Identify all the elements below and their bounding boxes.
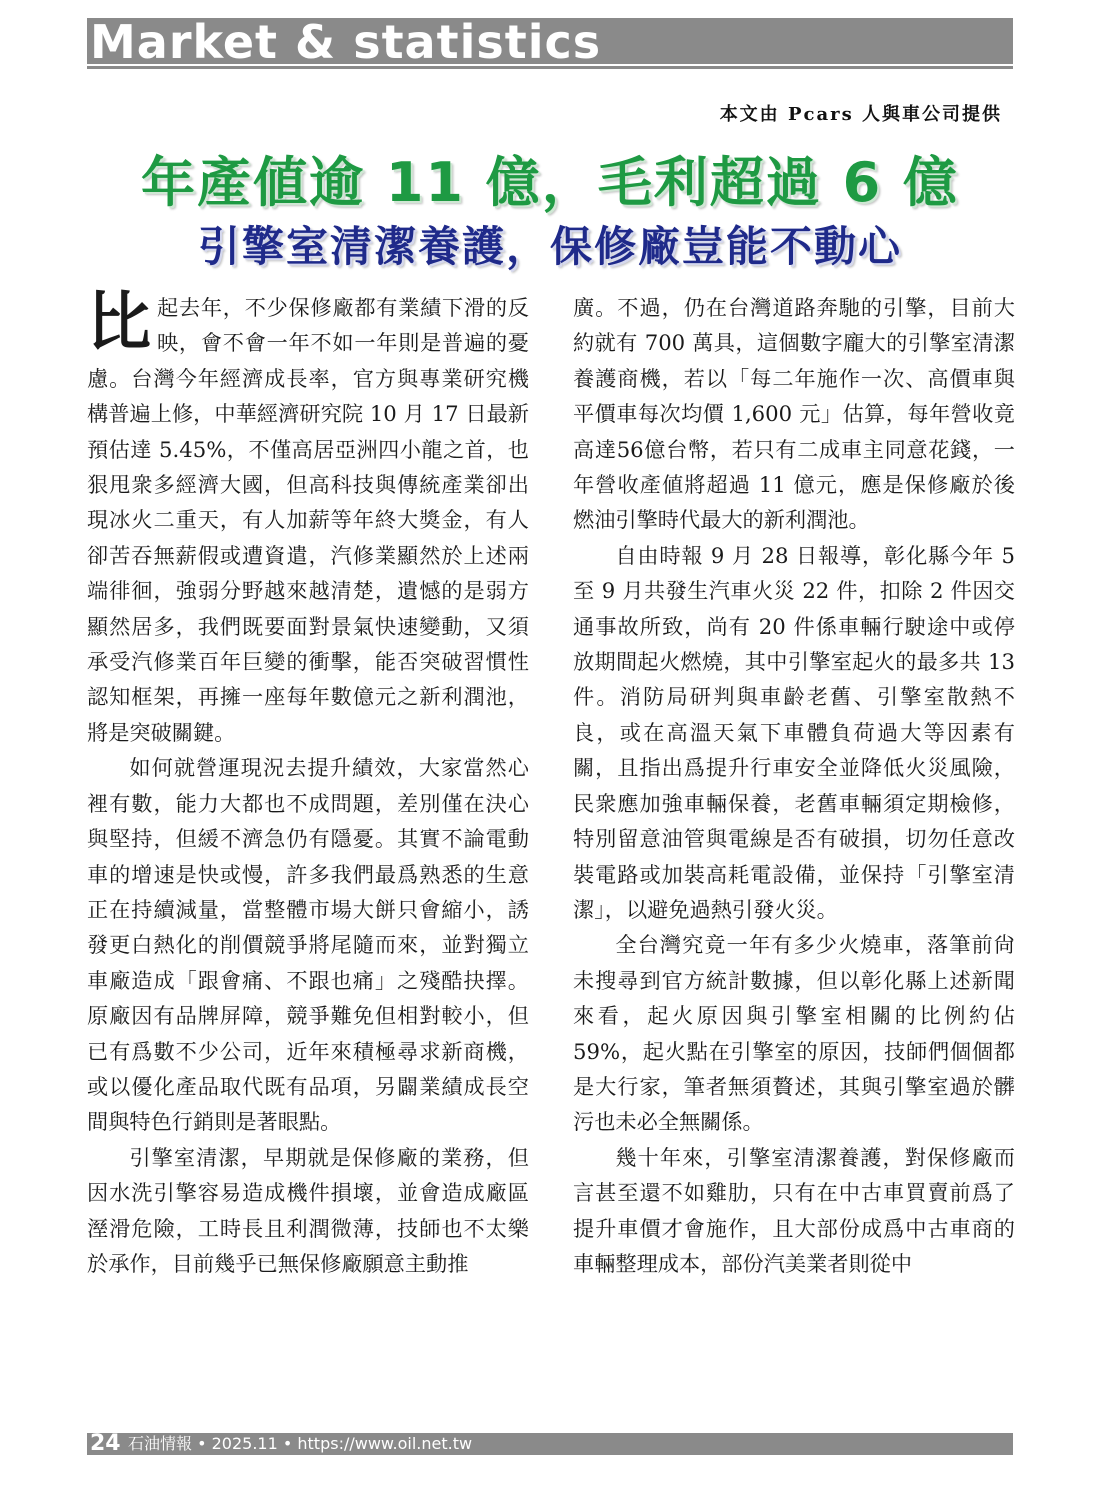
page-number: 24 [90,1431,121,1456]
article-paragraph: 自由時報 9 月 28 日報導，彰化縣今年 5 至 9 月共發生汽車火災 22 件，扣除 2 件因交通事故所致，尚有 20 件係車輛行駛途中或停放期間起火燃燒，其中引擎室起火的最多共 13 件。消防局研判與車齡老舊、引擎室散熱不良，或在高溫天氣下車體負荷過大等因素有關，且指出爲提升行車安全並降低火災風險，民衆應加強車輛保養，老舊車輛須定期檢修，特別留意油管與電線是否有破損，切勿任意改裝電路或加裝高耗電設備，並保持「引擎室清潔」，以避免過熱引發火災。 [573,542,1015,922]
headline-main: 年產値逾 11 億，毛利超過 6 億 [141,151,959,214]
paragraph-text: 起去年，不少保修廠都有業績下滑的反映，會不會一年不如一年則是普遍的憂慮。台灣今年經濟成長率，官方與專業研究機構普遍上修，中華經濟研究院 10 月 17 日最新預估達 5.45%，不僅高居亞洲四小龍之首，也狠甩衆多經濟大國，但高科技與傳統產業卻出現冰火二重天，有人加薪等年終大獎金，有人卻苦吞無薪假或遭資遣，汽修業顯然於上述兩端徘徊，強弱分野越來越清楚，遺憾的是弱方顯然居多，我們既要面對景氣快速變動，又須承受汽修業百年巨變的衝擊，能否突破習慣性認知框架，再擁一座每年數億元之新利潤池，將是突破關鍵。 [87,295,529,745]
drop-cap: 比 [87,285,151,360]
article-column-right [573,290,1015,1281]
article-paragraph: 引擎室清潔，早期就是保修廠的業務，但因水洗引擎容易造成機件損壞，並會造成廠區溼滑危險，工時長且利潤微薄，技師也不太樂於承作，目前幾乎已無保修廠願意主動推 [87,1144,529,1276]
footer-publication: 石油情報 • 2025.11 • https://www.oil.net.tw [128,1434,473,1453]
article-paragraph [87,285,529,750]
article-paragraph: 如何就營運現況去提升績效，大家當然心裡有數，能力大都也不成問題，差別僅在決心與堅持，但緩不濟急仍有隱憂。其實不論電動車的增速是快或慢，許多我們最爲熟悉的生意正在持續減量，當整體市場大餅只會縮小，誘發更白熱化的削價競爭將尾隨而來，並對獨立車廠造成「跟會痛、不跟也痛」之殘酷抉擇。原廠因有品牌屏障，競爭難免但相對較小，但已有爲數不少公司，近年來積極尋求新商機，或以優化產品取代既有品項，另闢業績成長空間與特色行銷則是著眼點。 [87,755,529,1135]
section-title: Market & statistics [90,15,602,69]
article-paragraph: 全台灣究竟一年有多少火燒車，落筆前尙未搜尋到官方統計數據，但以彰化縣上述新聞來看，起火原因與引擎室相關的比例約佔 59%，起火點在引擎室的原因，技師們個個都是大行家，筆者無須贅述，其與引擎室過於髒污也未必全無關係。 [573,932,1015,1135]
article-paragraph: 幾十年來，引擎室清潔養護，對保修廠而言甚至還不如雞肋，只有在中古車買賣前爲了提升車價才會施作，且大部份成爲中古車商的車輛整理成本，部份汽美業者則從中 [573,1144,1015,1276]
article-credit: 本文由 Pcars 人與車公司提供 [719,104,1002,125]
article-column-left [87,285,529,1281]
article-paragraph: 廣。不過，仍在台灣道路奔馳的引擎，目前大約就有 700 萬具，這個數字龐大的引擎室清潔養護商機，若以「每二年施作一次、高價車與平價車每次均價 1,600 元」估算，每年營收竟高達56億台幣，若只有二成車主同意花錢，一年營收產値將超過 11 億元，應是保修廠於後燃油引擎時代最大的新利潤池。 [573,295,1015,533]
headline-sub: 引擎室清潔養護，保修廠豈能不動心 [197,222,902,271]
